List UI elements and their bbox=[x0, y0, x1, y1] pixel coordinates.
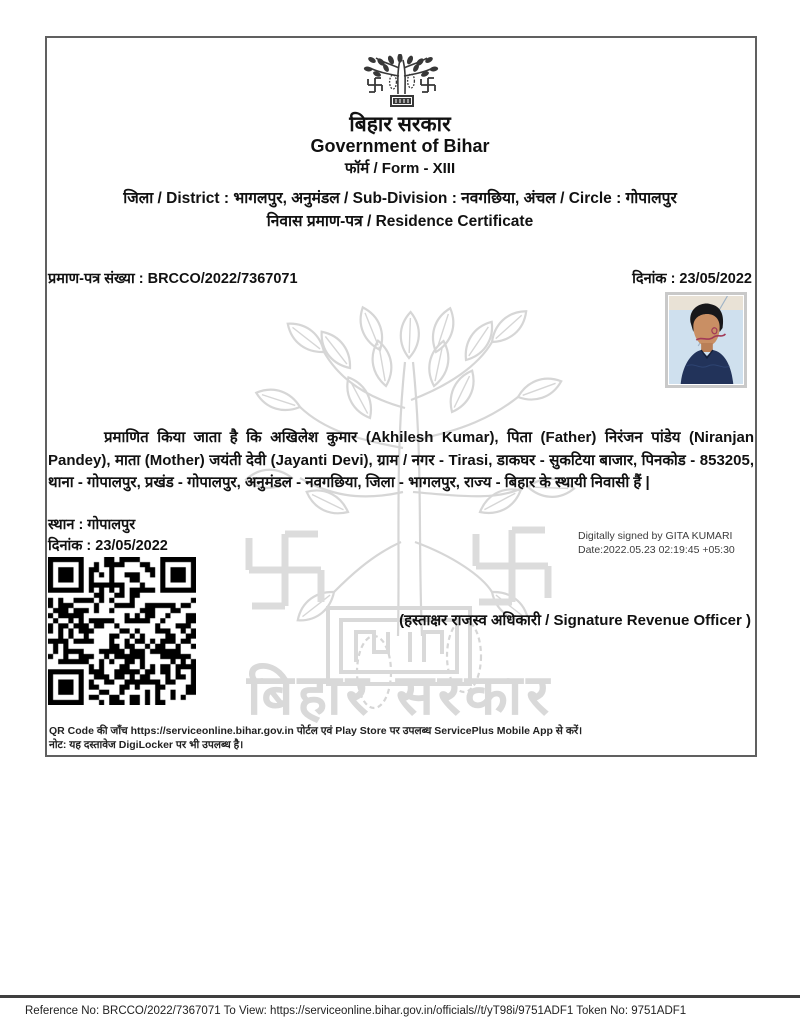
district-subdivision-circle-line: जिला / District : भागलपुर, अनुमंडल / Sub-Division : नवगछिया, अंचल / Circle : गोपालपुर bbox=[123, 190, 677, 207]
bihar-government-emblem-icon bbox=[350, 54, 450, 108]
applicant-photo bbox=[665, 292, 747, 388]
org-name-hindi: बिहार सरकार bbox=[349, 113, 451, 136]
date-line: दिनांक : 23/05/2022 bbox=[48, 538, 168, 554]
issue-date: दिनांक : 23/05/2022 bbox=[632, 271, 752, 287]
watermark-text: बिहार सरकार bbox=[246, 663, 554, 728]
form-number: फॉर्म / Form - XIII bbox=[344, 160, 456, 177]
certificate-number: प्रमाण-पत्र संख्या : BRCCO/2022/7367071 bbox=[48, 271, 298, 287]
qr-verification-notes bbox=[49, 724, 699, 752]
digital-signature-block bbox=[578, 530, 754, 557]
note-line2: नोट: यह दस्तावेज DigiLocker पर भी उपलब्ध है। bbox=[49, 739, 244, 752]
certificate-title: निवास प्रमाण-पत्र / Residence Certificate bbox=[266, 213, 534, 230]
digital-signature-line1: Digitally signed by GITA KUMARI bbox=[578, 530, 733, 542]
org-name-english: Government of Bihar bbox=[310, 136, 490, 156]
certificate-meta-row bbox=[48, 268, 752, 288]
footer-reference-line: Reference No: BRCCO/2022/7367071 To View: https://serviceonline.bihar.gov.in/officials//t/yT98i/9751ADF1 Token No: 9751ADF1 bbox=[25, 1005, 687, 1017]
certificate-body-text: प्रमाणित किया जाता है कि अखिलेश कुमार (Akhilesh Kumar), पिता (Father) निरंजन पांडेय (Niranjan Pandey), माता (Mother) जयंती देवी (Jayanti Devi), ग्राम / नगर - Tirasi, डाकघर - सुकटिया बाजार, पिनकोड - 853205, थाना - गोपालपुर, प्रखंड - गोपालपुर, अनुमंडल - नवगछिया, जिला - भागलपुर, राज्य - बिहार के स्थायी निवासी हैं | bbox=[48, 429, 754, 491]
place-line: स्थान : गोपालपुर bbox=[48, 517, 136, 533]
footer-divider bbox=[0, 995, 800, 998]
qr-code bbox=[48, 557, 196, 705]
digital-signature-line2: Date:2022.05.23 02:19:45 +05:30 bbox=[578, 543, 735, 556]
note-line1: QR Code की जाँच https://serviceonline.bihar.gov.in पोर्टल एवं Play Store पर उपलब्ध ServicePlus Mobile App से करें। bbox=[49, 725, 583, 737]
signature-officer-line: (हस्ताक्षर राजस्व अधिकारी / Signature Revenue Officer ) bbox=[399, 612, 751, 629]
